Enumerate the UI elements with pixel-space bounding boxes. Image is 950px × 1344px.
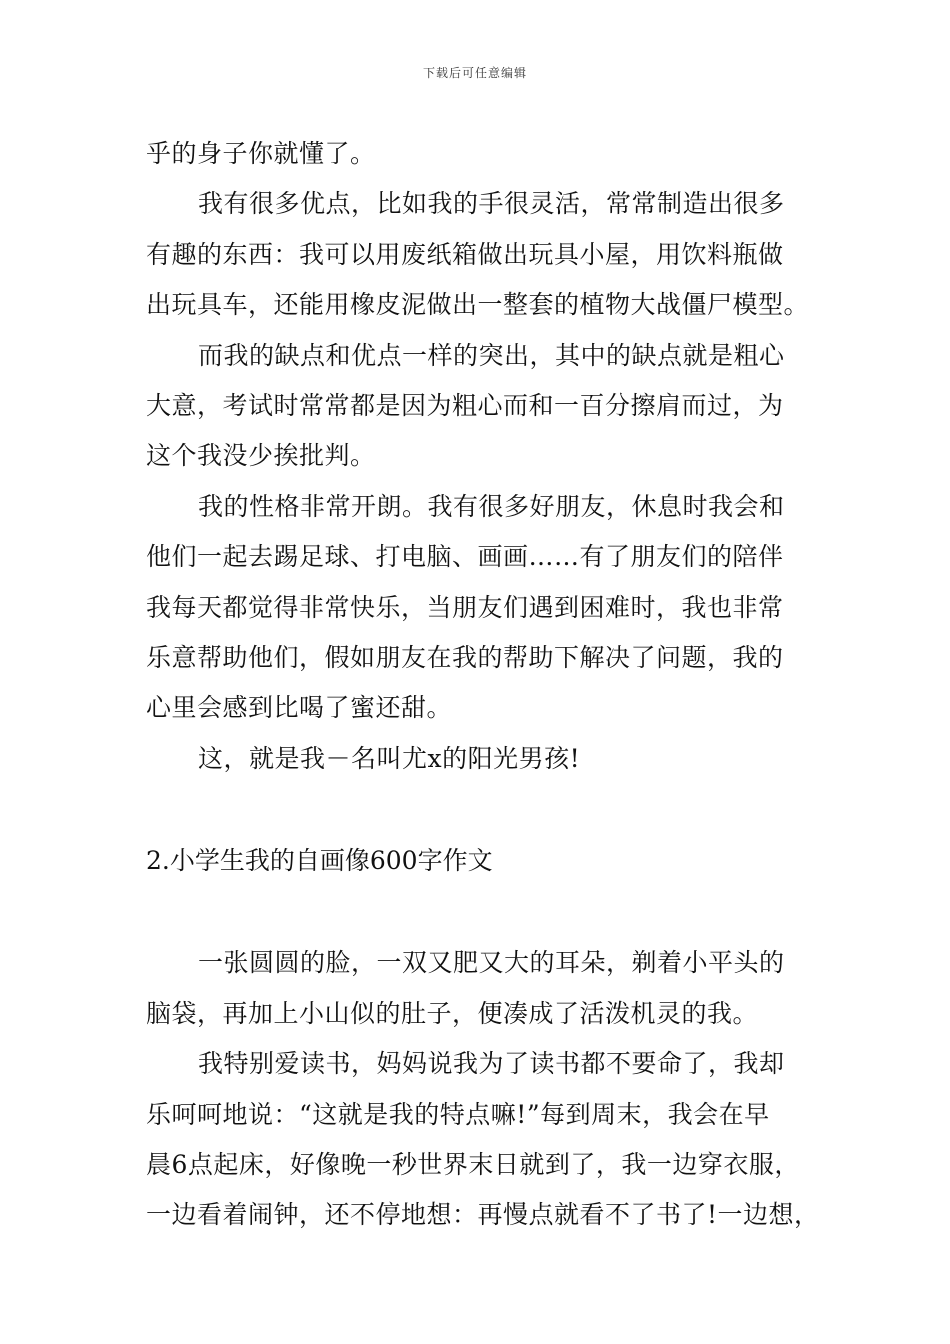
text-line: 我的性格非常开朗。我有很多好朋友，休息时我会和 xyxy=(198,491,785,521)
document-body xyxy=(146,129,836,1241)
text-line: 这，就是我－名叫尤x的阳光男孩! xyxy=(198,743,581,773)
paragraph xyxy=(146,179,836,330)
paragraph xyxy=(146,1039,836,1241)
text-line: 我有很多优点，比如我的手很灵活，常常制造出很多 xyxy=(198,189,785,219)
text-line: 而我的缺点和优点一样的突出，其中的缺点就是粗心 xyxy=(198,340,785,370)
text-line: 乐呵呵地说：“这就是我的特点嘛!”每到周末，我会在早 xyxy=(146,1099,770,1129)
text-line: 乎的身子你就懂了。 xyxy=(146,139,376,168)
text-line: 一边看着闹钟，还不停地想：再慢点就看不了书了!一边想， xyxy=(146,1200,820,1230)
text-line: 大意，考试时常常都是因为粗心而和一百分擦肩而过，为 xyxy=(146,390,784,420)
text-line: 乐意帮助他们，假如朋友在我的帮助下解决了问题，我的 xyxy=(146,642,784,672)
text-line: 他们一起去踢足球、打电脑、画画……有了朋友们的陪伴 xyxy=(146,542,784,572)
essay-part-1 xyxy=(146,129,836,784)
text-line: 一张圆圆的脸，一双又肥又大的耳朵，剃着小平头的 xyxy=(198,948,785,978)
text-line: 晨6点起床，好像晚一秒世界末日就到了，我一边穿衣服， xyxy=(146,1150,800,1180)
text-line: 有趣的东西：我可以用废纸箱做出玩具小屋，用饮料瓶做 xyxy=(146,239,784,269)
text-line: 这个我没少挨批判。 xyxy=(146,441,376,471)
paragraph xyxy=(146,482,836,734)
paragraph xyxy=(146,331,836,482)
text-line: 我特别爱读书，妈妈说我为了读书都不要命了，我却 xyxy=(198,1049,785,1079)
page-header: 下载后可任意编辑 xyxy=(422,66,527,80)
section-heading: 2.小学生我的自画像600字作文 xyxy=(146,846,493,876)
paragraph xyxy=(146,734,836,784)
text-line: 心里会感到比喝了蜜还甜。 xyxy=(146,693,453,723)
essay-part-2 xyxy=(146,938,836,1240)
paragraph xyxy=(146,129,836,179)
text-line: 出玩具车，还能用橡皮泥做出一整套的植物大战僵尸模型。 xyxy=(146,290,810,320)
text-line: 脑袋，再加上小山似的肚子，便凑成了活泼机灵的我。 xyxy=(146,998,759,1028)
paragraph xyxy=(146,938,836,1039)
text-line: 我每天都觉得非常快乐，当朋友们遇到困难时，我也非常 xyxy=(146,592,784,622)
